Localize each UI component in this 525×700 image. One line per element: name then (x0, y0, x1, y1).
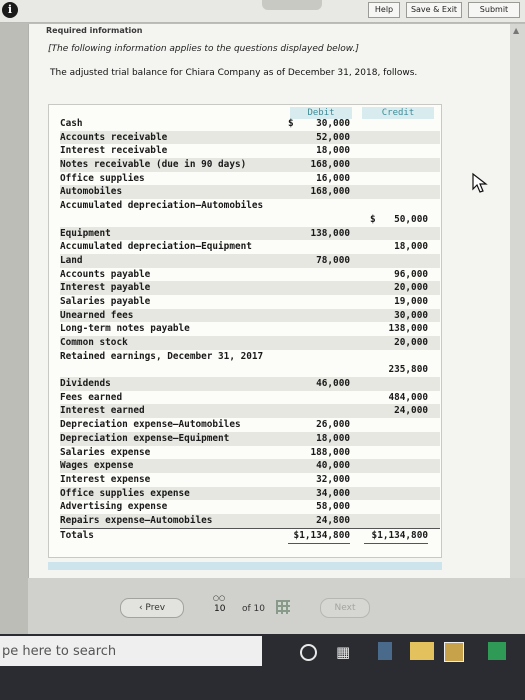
table-row (60, 281, 440, 295)
debit-amount: 24,800 (316, 514, 350, 526)
account-name: Land (60, 254, 83, 266)
debit-amount: 30,000 (316, 118, 350, 129)
table-row (60, 500, 440, 514)
save-exit-button[interactable]: Save & Exit (406, 2, 462, 18)
credit-amount: 20,000 (394, 337, 428, 349)
credit-amount: 24,000 (394, 405, 428, 417)
current-page[interactable]: 10 (214, 604, 226, 614)
credit-amount: 484,000 (388, 391, 428, 403)
credit-amount: 20,000 (394, 282, 428, 294)
account-name: Dividends (60, 378, 111, 390)
page-total: of 10 (242, 604, 265, 614)
debit-amount: 46,000 (316, 378, 350, 390)
table-row (60, 473, 440, 487)
account-name: Fees earned (60, 391, 123, 403)
credit-amount: 50,000 (394, 213, 428, 225)
question-prompt: The adjusted trial balance for Chiara Company as of December 31, 2018, follows. (50, 68, 418, 78)
table-row (60, 185, 440, 199)
table-row (60, 199, 440, 226)
folder-icon[interactable] (410, 642, 434, 660)
grid-view-icon[interactable] (276, 600, 290, 614)
table-row (60, 487, 440, 501)
account-name: Accumulated depreciation–Equipment (60, 241, 252, 253)
account-name: Unearned fees (60, 309, 134, 321)
account-name: Accumulated depreciation–Automobiles (60, 200, 264, 212)
chevron-left-icon: ‹ (138, 603, 143, 613)
cortana-circle-icon[interactable] (300, 644, 317, 661)
table-row (60, 322, 440, 336)
table-row (60, 404, 440, 418)
table-row (60, 254, 440, 268)
debit-amount: 26,000 (316, 419, 350, 431)
debit-amount: 40,000 (316, 460, 350, 472)
store-icon[interactable] (444, 642, 464, 662)
credit-amount: 30,000 (394, 309, 428, 321)
debit-amount: 78,000 (316, 254, 350, 266)
credit-amount: $1,134,800 (371, 529, 428, 541)
debit-amount: 168,000 (310, 159, 350, 171)
account-name: Long-term notes payable (60, 323, 190, 335)
account-name: Retained earnings, December 31, 2017 (60, 350, 264, 362)
account-name: Salaries payable (60, 295, 151, 307)
debit-amount: 138,000 (310, 227, 350, 239)
submit-button[interactable]: Submit (468, 2, 520, 18)
account-name: Cash (60, 118, 83, 129)
credit-amount: 18,000 (394, 241, 428, 253)
mail-app-icon[interactable] (488, 642, 506, 660)
chevron-up-icon[interactable]: ▲ (513, 26, 520, 35)
account-name: Salaries expense (60, 446, 151, 458)
account-name: Interest expense (60, 473, 151, 485)
debit-amount: 32,000 (316, 473, 350, 485)
collapse-tab[interactable] (262, 0, 322, 10)
account-name: Repairs expense–Automobiles (60, 514, 213, 526)
table-row (60, 432, 440, 446)
table-row (60, 295, 440, 309)
account-name: Interest payable (60, 282, 151, 294)
file-app-icon[interactable] (378, 642, 392, 660)
table-row (60, 459, 440, 473)
table-row (60, 514, 440, 528)
scrollbar[interactable] (510, 24, 525, 578)
table-row (60, 172, 440, 186)
required-information-header: Required information (46, 26, 143, 35)
debit-amount: 18,000 (316, 145, 350, 157)
debit-amount: 52,000 (316, 131, 350, 143)
account-name: Totals (60, 529, 94, 541)
debit-amount: 34,000 (316, 487, 350, 499)
account-name: Common stock (60, 337, 128, 349)
credit-amount: 19,000 (394, 295, 428, 307)
debit-currency-sign: $ (288, 118, 294, 129)
page-indicator-icon: ○○ (212, 594, 226, 602)
info-icon[interactable]: i (2, 2, 18, 18)
table-row (60, 350, 440, 377)
task-view-icon[interactable]: ▦ (336, 643, 351, 661)
account-name: Notes receivable (due in 90 days) (60, 159, 247, 171)
debit-amount: 58,000 (316, 501, 350, 513)
account-name: Depreciation expense–Automobiles (60, 419, 241, 431)
table-row (60, 418, 440, 432)
double-underline (288, 543, 350, 544)
account-name: Equipment (60, 227, 111, 239)
table-row (60, 268, 440, 282)
table-row (60, 446, 440, 460)
account-name: Depreciation expense–Equipment (60, 432, 230, 444)
account-name: Interest earned (60, 405, 145, 417)
trial-balance-table (60, 117, 440, 542)
account-name: Accounts payable (60, 268, 151, 280)
info-note: [The following information applies to the questions displayed below.] (48, 44, 359, 54)
table-row (60, 144, 440, 158)
debit-column-header: Debit (290, 107, 352, 119)
account-name: Office supplies expense (60, 487, 190, 499)
table-row (60, 377, 440, 391)
debit-amount: $1,134,800 (293, 529, 350, 541)
next-button[interactable]: Next (320, 598, 370, 618)
account-name: Interest receivable (60, 145, 168, 157)
totals-row (60, 528, 440, 543)
prev-label: Prev (145, 603, 166, 613)
help-button[interactable]: Help (368, 2, 400, 18)
mouse-cursor-icon (470, 172, 490, 194)
credit-currency-sign: $ (370, 213, 376, 225)
account-name: Advertising expense (60, 501, 168, 513)
debit-amount: 188,000 (310, 446, 350, 458)
debit-amount: 168,000 (310, 186, 350, 198)
account-name: Automobiles (60, 186, 123, 198)
credit-amount: 96,000 (394, 268, 428, 280)
account-name: Office supplies (60, 172, 145, 184)
table-row (60, 158, 440, 172)
table-row (60, 240, 440, 254)
credit-column-header: Credit (362, 107, 434, 119)
table-row (60, 227, 440, 241)
debit-amount: 16,000 (316, 172, 350, 184)
account-name: Wages expense (60, 460, 134, 472)
table-row (60, 309, 440, 323)
credit-amount: 235,800 (388, 364, 428, 376)
table-row (60, 131, 440, 145)
account-name: Accounts receivable (60, 131, 168, 143)
taskbar-search-text: pe here to search (2, 644, 117, 659)
credit-amount: 138,000 (388, 323, 428, 335)
prev-button[interactable] (120, 598, 184, 618)
horizontal-scroll-bar[interactable] (48, 562, 442, 570)
double-underline (364, 543, 428, 544)
table-row (60, 391, 440, 405)
debit-amount: 18,000 (316, 432, 350, 444)
table-row (60, 336, 440, 350)
table-row (60, 117, 440, 131)
